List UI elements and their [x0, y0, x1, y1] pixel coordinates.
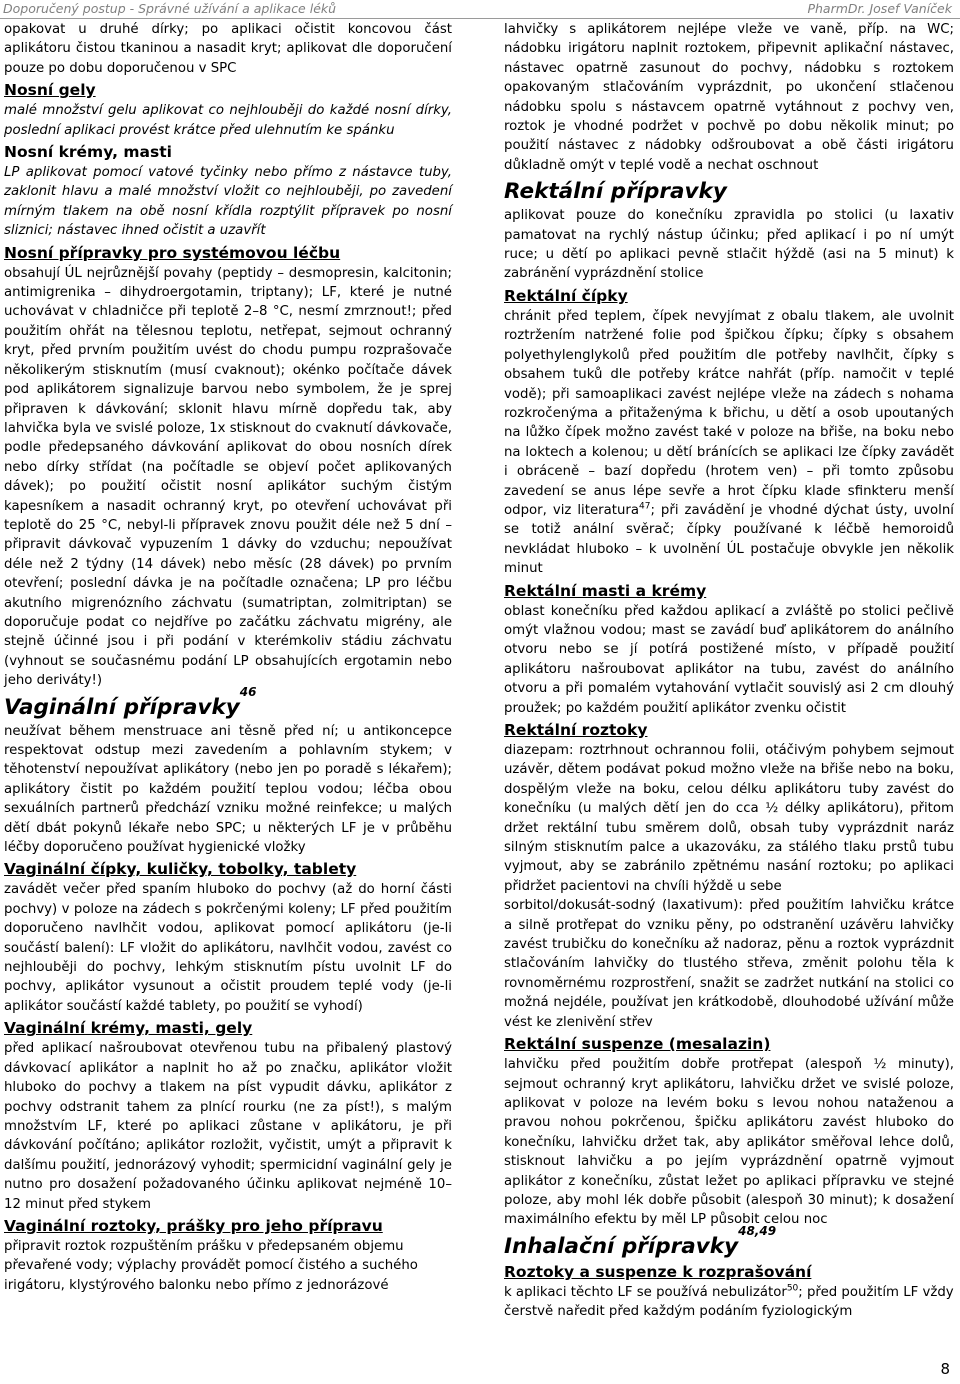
heading-rektalni-masti: Rektální masti a krémy: [504, 581, 707, 600]
header-author: PharmDr. Josef Vaníček: [807, 1, 952, 16]
heading-vaginalni-kremy: Vaginální krémy, masti, gely: [4, 1019, 253, 1038]
heading-rektalni-roztoky: Rektální roztoky: [504, 721, 648, 739]
paragraph: diazepam: roztrhnout ochrannou folii, otáčivým pohybem sejmout uzávěr, dětem podávat pokud možno vleže na břiše nebo na boku, dospělým vleže na boku, celou délku aplikátoru tuby zavést do konečníku (u malých dětí jen do cca ½ délky aplikátoru), přitom držet rektální tubu směrem dolů, obsah tuby vyprázdnit naráz silným stisknutím palce a ukazováku, za stálého tlaku prstů tubu vyjmout, aby se zabránilo zpětnému nasání roztoku; po aplikaci přidržet pacientovi na chvíli hýždě u sebe: [504, 743, 954, 894]
footnote-ref: 50: [786, 1283, 799, 1294]
paragraph: aplikovat pouze do konečníku zpravidla po stolici (u laxativ pamatovat na rychlý nástup účinku; před aplikací i po ní umýt ruce; u dětí po aplikaci pevně stlačit hýždě (asi na 5 minut) k zabránění vyprázdnění stolice: [504, 208, 954, 282]
paragraph: oblast konečníku před každou aplikací a zvláště po stolici pečlivě omýt vlažnou vodou; mast se zavádí buď aplikátorem do análního otvoru nebo se jí potírá postižené místo, v případě použití aplikátoru našroubovat aplikátor na tubu, zavést do análního otvoru a při pomalém vytahování vytlačit souvislý asi 2 cm dlouhý proužek; po každém použití aplikátor zvenku očistit: [504, 603, 954, 716]
paragraph: připravit roztok rozpuštěním prášku v předepsaném objemu převařené vody; výplachy provádět pomocí čistého a suchého irigátoru, klystýrového balonku nebo přímo z jednorázové: [4, 1238, 418, 1293]
heading-rektalni-pripravky: Rektální přípravky: [504, 179, 727, 205]
paragraph: neužívat během menstruace ani těsně před ní; u antikoncepce respektovat odstup mezi zavedením a pohlavním stykem; v těhotenství nepoužívat aplikátory (nebo jen po poradě s lékařem); aplikátory čistit po každém použití teplou vodou; léčba obou sexuálních partnerů předchází vzniku možné reinfekce; u malých dětí dbát pokynů lékaře nebo SPC; u některých LF je v průběhu léčby doporučeno používat hygienické vložky: [4, 723, 452, 856]
heading-nosni-kremy: Nosní krémy, masti: [4, 143, 172, 162]
heading-nosni-gely: Nosní gely: [4, 81, 96, 100]
footnote-ref: 46: [239, 684, 257, 699]
paragraph: zavádět večer před spaním hluboko do pochvy (až do horní části pochvy) v poloze na zádech s pokrčenými koleny; LF před použitím doporučeno navlhčit vodou, aplikovat pomocí aplikátoru (je-li součástí balení): LF vložit do aplikátoru, navlhčit vodou, zavést co nejhlouběji do pochvy, lehkým stisknutím pístu uvolnit LF do pochvy, aplikátor vysunout a očistit proudem teplé vody (je-li aplikátor součástí každé tablety, po použití se vyhodí): [4, 882, 452, 1014]
footnote-ref: 47: [639, 501, 651, 512]
page-number: 8: [940, 1360, 950, 1378]
page-header: [0, 0, 960, 19]
paragraph: LP aplikovat pomocí vatové tyčinky nebo přímo z nástavce tuby, zaklonit hlavu a malé množství vložit co nejhlouběji, po zavedení mírným tlakem na obě nosní křídla rozptýlit přípravek po nosní sliznici; nástavec ihned očistit a uzavřít: [4, 165, 452, 239]
heading-vaginalni-cipky: Vaginální čípky, kuličky, tobolky, tablety: [4, 860, 357, 879]
paragraph: malé množství gelu aplikovat co nejhlouběji do každé nosní dírky, poslední aplikaci provést krátce před ulehnutím ke spánku: [4, 103, 452, 138]
paragraph: opakovat u druhé dírky; po aplikaci očistit koncovou část aplikátoru čistou tkaninou a nasadit kryt; aplikovat dle doporučení pouze po dobu doporučenou v SPC: [4, 22, 452, 76]
paragraph: k aplikaci těchto LF se používá nebulizátor$^{50}$; před použitím LF vždy čerstvě naředit před každým podáním fyziologickým: [504, 1283, 954, 1320]
right-column: [504, 20, 954, 1322]
left-column: [4, 20, 452, 1295]
heading-rektalni-cipky: Rektální čípky: [504, 286, 628, 305]
heading-roztoky-suspenze: Roztoky a suspenze k rozprašování: [504, 1262, 812, 1281]
heading-rektalni-suspenze: Rektální suspenze (mesalazin): [504, 1035, 771, 1054]
paragraph: lahvičku před použitím dobře protřepat (alespoň ½ minuty), sejmout ochranný kryt aplikátoru, lahvičku držet ve svislé poloze, aplikovat v poloze na levém boku s levou nohou nataženou a pravou nohou pokrčenou, špičku aplikátoru zavést hluboko do konečníku, lahvičku držet tak, aby aplikátor směřoval lehce dolů, stisknout lahvičku a po jejím vyprázdnění opatrně vyjmout aplikátor z konečníku, zůstat ležet po aplikaci přípravku ve stejné poloze, aby mohl lék dobře působit (alespoň 30 minut); k dosažení maximálního efektu by měl LP působit celou noc: [504, 1057, 954, 1228]
footnote-ref: 48,49: [738, 1223, 777, 1238]
paragraph: chránit před teplem, čípek nevyjímat z obalu tlakem, ale uvolnit roztržením natržené folie pod špičkou čípku; čípky s obsahem polyethylenglykolů před použitím dle potřeby navlhčit, čípky s obsahem tuků dle potřeby krátce nahřát (příp. namočit v teplé vodě); při samoaplikaci zavést nejlépe vleže na zádech s nohama rozkročenýma a přitaženýma k břichu, u dětí a osob upoutaných na lůžko čípek možno zavést také v poloze na břiše, na boku nebo na loktech a kolenou; u dětí bránících se aplikaci lze čípky zavádět i obráceně – bazí dopředu (hrotem ven) – při tomto způsobu zavedení se anus lépe sevře a hrot čípku klade sfinkteru menší odpor, viz literatura$^{47}$; při zavádění je vhodné dýchat ústy, uvolní se totiž anální svěrač; čípky používané k léčbě hemoroidů nevkládat hluboko – k uvolnění ÚL postačuje obvykle jen několik minut: [504, 308, 955, 577]
heading-nosni-systemove: Nosní přípravky pro systémovou léčbu: [4, 243, 341, 262]
paragraph: obsahují ÚL nejrůznější povahy (peptidy – desmopresin, kalcitonin; antimigrenika – dihydroergotamin, triptany); LF, které je nutné uchovávat v chladničce při teplotě 2–8 °C, nesmí zmrznout!; před použitím ohřát na tělesnou teplotu, netřepat, sejmout ochranný kryt, před prvním použitím uvést do chodu pumpu rozprašovače několikerým stisknutím (musí cvaknout); okénko počítače dávek pod aplikátorem signalizuje barvou nebo symbolem, že je sprej připraven k dávkování; sklonit hlavu mírně dopředu tak, aby lahvička byla ve svislé poloze, 1x stisknout do cvaknutí dávkovače, podle předepsaného dávkování aplikovat do obou nosních dírek nebo dírky střídat (na počítadle se objeví počet aplikovaných dávek); po použití očistit nosní aplikátor suchým čistým kapesníkem a nasadit ochranný kryt, po otevření uchovávat při teplotě do 25 °C, nebyl-li přípravek znovu použit déle než 5 dní – připravit dávkovač vypuzením 1 dávky do vzduchu; nepoužívat déle než 2 týdny (14 dávek) nebo měsíc (28 dávek) po prvním otevření; poslední dávka je na počítadle označena; LP pro léčbu akutního migrenózního záchvatu (sumatriptan, zolmitriptan) se doporučuje podat co nejdříve po začátku záchvatu migrény, ale stejně účinné jsou i při podání v kterémkoliv stádiu záchvatu (vyhnout se současnému podání LP obsahujících ergotamin nebo jeho deriváty!): [4, 265, 453, 689]
paragraph: před aplikací našroubovat otevřenou tubu na přibalený plastový dávkovací aplikátor a naplnit ho až po značku, aplikátor vložit hluboko do pochvy a tlakem na píst vypudit dávku, aplikátor z pochvy odstranit tahem za plnící rourku (ne za píst!), s malým množstvím LF, které po aplikaci zůstane v aplikátoru, je při dávkování počítáno; aplikátor rozložit, vyčistit, umýt a připravit k dalšímu použití, jednorázový vyhodit; spermicidní vaginální gely je nutno pro dosažení požadovaného účinku aplikovat nejméně 10–12 minut před stykem: [4, 1041, 452, 1212]
heading-vaginalni-pripravky: Vaginální přípravky$^{46}$: [4, 684, 257, 720]
paragraph: sorbitol/dokusát-sodný (laxativum): před použitím lahvičku krátce a silně protřepat do vzniku pěny, po odstranění uzávěru lahvičky zavést trubičku do konečníku až nadoraz, pěnu a roztok vyprázdnit stlačováním lahvičky do tlustého střeva, změnit polohu těla k rovnoměrnému rozprostření, snažit se zadržet nutkání na stolici co možná nejdéle, používat jen krátkodobě, dlouhodobé užívání může vést ke zlenivění střev: [504, 898, 954, 1030]
header-title: Doporučený postup - Správné užívání a aplikace léků: [3, 1, 337, 16]
heading-inhalacni-pripravky: Inhalační přípravky$^{48,49}$: [504, 1223, 777, 1259]
paragraph: lahvičky s aplikátorem nejlépe vleže ve vaně, příp. na WC; nádobku irigátoru naplnit roztokem, připevnit aplikační nástavec, nástavec opatrně zasunout do pochvy, nádobku s roztokem opakovaným stlačováním vyprázdnit, po ukončení stlačenou nádobku spolu s nástavcem opatrně vytáhnout z pochvy ven, roztok je vhodné podržet v pochvě po dobu několik minut; po použití nástavec z nádobky odšroubovat a obě části irigátoru důkladně omýt v teplé vodě a nechat oschnout: [504, 22, 954, 173]
heading-vaginalni-roztoky: Vaginální roztoky, prášky pro jeho přípravu: [4, 1216, 383, 1235]
